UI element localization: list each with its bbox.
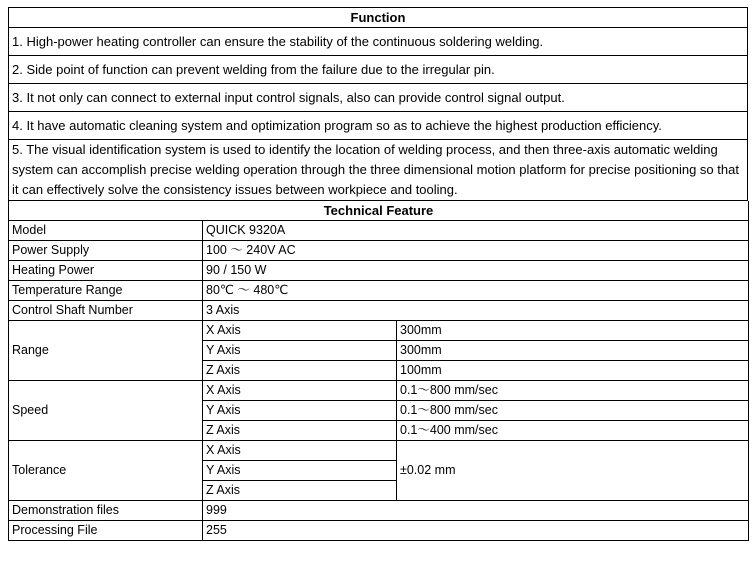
axis-value: 0.1～800 mm/sec bbox=[397, 381, 749, 401]
function-table bbox=[8, 7, 748, 201]
axis-label: Z Axis bbox=[203, 421, 397, 441]
spec-label: Power Supply bbox=[9, 241, 203, 261]
table-row bbox=[9, 501, 749, 521]
axis-label: Y Axis bbox=[203, 401, 397, 421]
spec-label: Model bbox=[9, 221, 203, 241]
function-item: 4. It have automatic cleaning system and optimization program so as to achieve the highest production efficiency. bbox=[9, 112, 748, 140]
axis-label: Z Axis bbox=[203, 361, 397, 381]
axis-value: 0.1～400 mm/sec bbox=[397, 421, 749, 441]
axis-value: ±0.02 mm bbox=[397, 441, 749, 501]
spec-label: Speed bbox=[9, 381, 203, 441]
technical-feature-table bbox=[8, 201, 749, 541]
spec-label: Tolerance bbox=[9, 441, 203, 501]
axis-value: 300mm bbox=[397, 321, 749, 341]
spec-value: QUICK 9320A bbox=[203, 221, 749, 241]
axis-label: X Axis bbox=[203, 321, 397, 341]
table-row bbox=[9, 241, 749, 261]
axis-value: 0.1～800 mm/sec bbox=[397, 401, 749, 421]
axis-label: X Axis bbox=[203, 441, 397, 461]
spec-value: 3 Axis bbox=[203, 301, 749, 321]
spec-value: 80℃ ～ 480℃ bbox=[203, 281, 749, 301]
spec-label: Heating Power bbox=[9, 261, 203, 281]
table-row bbox=[9, 521, 749, 541]
table-row bbox=[9, 301, 749, 321]
function-item: 2. Side point of function can prevent welding from the failure due to the irregular pin. bbox=[9, 56, 748, 84]
table-row bbox=[9, 221, 749, 241]
spec-label: Range bbox=[9, 321, 203, 381]
spec-label: Control Shaft Number bbox=[9, 301, 203, 321]
table-row bbox=[9, 261, 749, 281]
spec-sheet bbox=[8, 7, 748, 541]
table-row bbox=[9, 381, 749, 401]
table-row bbox=[9, 281, 749, 301]
function-item: 1. High-power heating controller can ensure the stability of the continuous soldering welding. bbox=[9, 28, 748, 56]
function-item: 3. It not only can connect to external input control signals, also can provide control signal output. bbox=[9, 84, 748, 112]
spec-value: 90 / 150 W bbox=[203, 261, 749, 281]
axis-label: X Axis bbox=[203, 381, 397, 401]
spec-label: Temperature Range bbox=[9, 281, 203, 301]
function-title: Function bbox=[9, 8, 748, 28]
technical-feature-title: Technical Feature bbox=[9, 201, 749, 221]
axis-label: Y Axis bbox=[203, 461, 397, 481]
axis-value: 100mm bbox=[397, 361, 749, 381]
table-row bbox=[9, 441, 749, 461]
spec-label: Demonstration files bbox=[9, 501, 203, 521]
spec-label: Processing File bbox=[9, 521, 203, 541]
spec-value: 255 bbox=[203, 521, 749, 541]
axis-label: Z Axis bbox=[203, 481, 397, 501]
axis-value: 300mm bbox=[397, 341, 749, 361]
spec-value: 100 ～ 240V AC bbox=[203, 241, 749, 261]
axis-label: Y Axis bbox=[203, 341, 397, 361]
function-item: 5. The visual identification system is used to identify the location of welding process, and then three-axis automatic welding system can accomplish precise welding operation through the three dimensional motion platform for precise positioning so that it can effectively solve the consistency issues between workpiece and tooling. bbox=[9, 140, 748, 201]
table-row bbox=[9, 321, 749, 341]
spec-value: 999 bbox=[203, 501, 749, 521]
